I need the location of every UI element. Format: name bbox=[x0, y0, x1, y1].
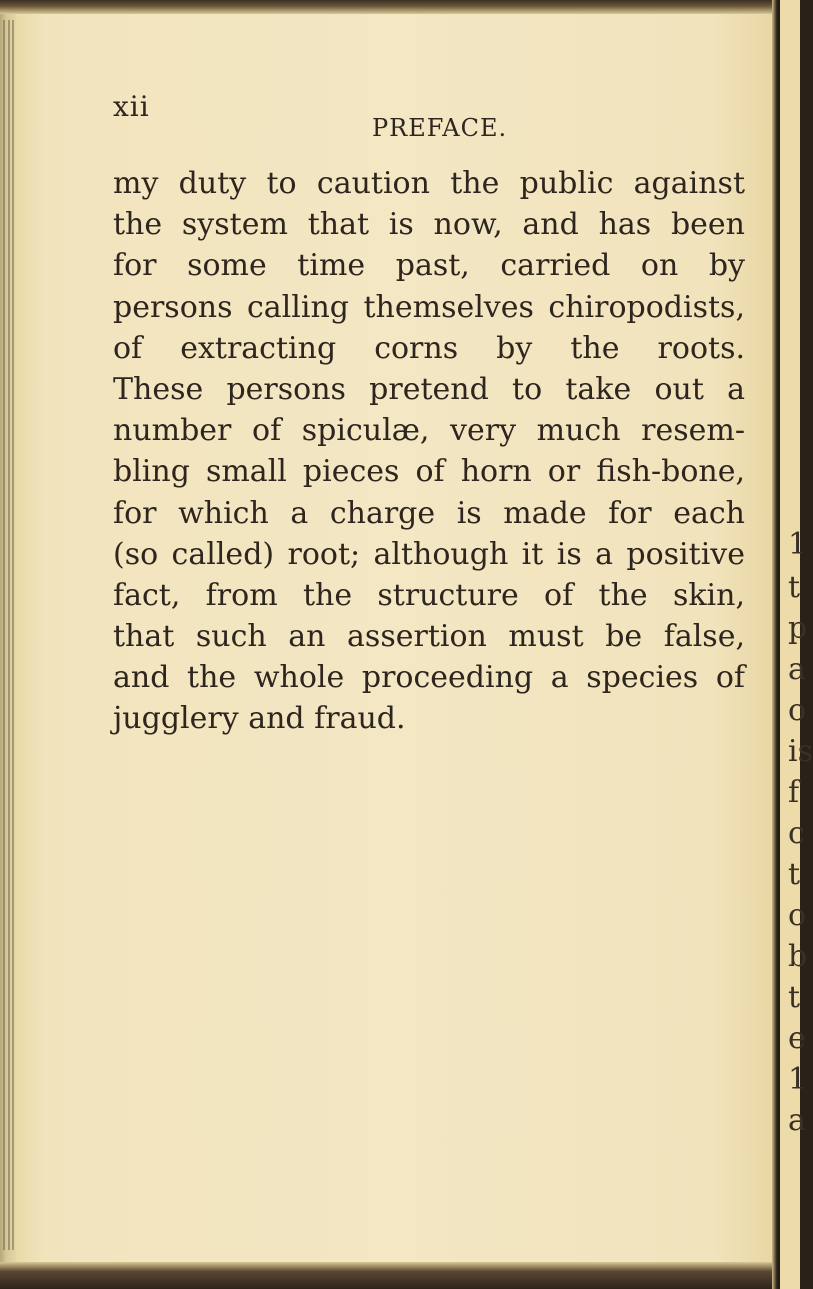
adjacent-page-fragment: b bbox=[788, 939, 808, 974]
binding-stripe bbox=[8, 20, 10, 1250]
text-line: for which a charge is made for each bbox=[113, 495, 745, 531]
body-paragraph bbox=[113, 163, 745, 740]
bottom-page-edge bbox=[0, 1262, 800, 1289]
adjacent-page-fragment: p bbox=[788, 611, 808, 646]
text-line: of extracting corns by the roots. bbox=[113, 330, 745, 366]
text-line: (so called) root; although it is a positive bbox=[113, 536, 745, 572]
adjacent-page-fragment: e bbox=[788, 1021, 806, 1056]
binding-stripe bbox=[12, 20, 14, 1250]
adjacent-page-fragment: o bbox=[788, 898, 807, 933]
page-number: xii bbox=[113, 90, 150, 123]
page-header bbox=[113, 90, 733, 150]
text-line: bling small pieces of horn or fish-bone, bbox=[113, 454, 745, 490]
text-line: These persons pretend to take out a bbox=[113, 371, 745, 407]
adjacent-page-fragment: a bbox=[788, 652, 806, 687]
text-line: jugglery and fraud. bbox=[113, 701, 406, 737]
top-page-edge bbox=[0, 0, 800, 14]
text-line: for some time past, carried on by bbox=[113, 248, 745, 284]
book-gutter bbox=[772, 0, 780, 1289]
adjacent-page-fragment: t bbox=[788, 980, 801, 1015]
text-line: number of spiculæ, very much resem- bbox=[113, 413, 745, 449]
text-line: my duty to caution the public against bbox=[113, 166, 745, 201]
adjacent-page-fragment: 1 bbox=[788, 527, 808, 562]
adjacent-page-fragment: t bbox=[788, 570, 801, 605]
adjacent-page-fragment: 1 bbox=[788, 1062, 808, 1097]
text-line: persons calling themselves chiropodists, bbox=[113, 289, 745, 325]
adjacent-page-fragment: a bbox=[788, 1103, 806, 1138]
text-line: fact, from the structure of the skin, bbox=[113, 577, 745, 613]
adjacent-page-fragment: f bbox=[788, 775, 800, 810]
adjacent-page-fragment: is bbox=[788, 734, 813, 769]
adjacent-page-sliver bbox=[780, 0, 813, 1289]
adjacent-page-fragment: o bbox=[788, 693, 807, 728]
text-line: that such an assertion must be false, bbox=[113, 619, 745, 655]
text-line: the system that is now, and has been bbox=[113, 207, 745, 243]
binding-stripe bbox=[3, 20, 5, 1250]
text-line: and the whole proceeding a species of bbox=[113, 660, 745, 696]
left-binding-edge bbox=[0, 0, 16, 1289]
running-head: PREFACE. bbox=[372, 114, 508, 142]
adjacent-page-fragment: t bbox=[788, 857, 801, 892]
adjacent-page-fragment: c bbox=[788, 816, 805, 851]
